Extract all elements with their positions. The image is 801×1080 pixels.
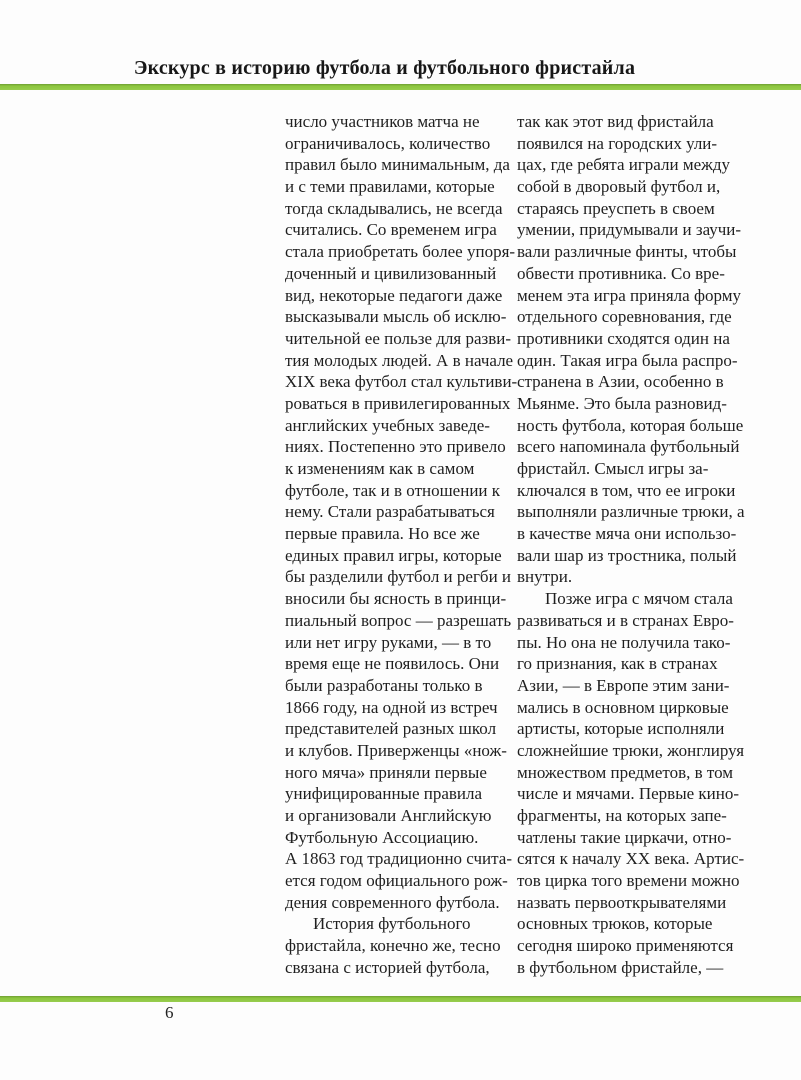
text-line: вали шар из тростника, полый <box>517 545 737 565</box>
text-line: к изменениям как в самом <box>285 459 475 478</box>
text-line: Мьянме. Это была разновид- <box>517 393 727 413</box>
text-line: Позже игра с мячом стала <box>545 589 733 609</box>
text-line: появился на городских ули- <box>517 133 718 153</box>
text-line: время еще не появилось. Они <box>285 654 500 674</box>
text-line: так как этот вид фристайла <box>517 112 714 131</box>
text-column-left <box>285 111 518 979</box>
text-line: связана с историей футбола, <box>285 957 490 977</box>
text-line: фристайла, конечно же, тесно <box>285 936 501 956</box>
text-line: фристайл. Смысл игры за- <box>517 459 709 478</box>
text-line: футболе, так и в отношении к <box>285 480 501 500</box>
chapter-title: Экскурс в историю футбола и футбольного фристайла <box>133 57 636 79</box>
text-line: ного мяча» приняли первые <box>285 762 487 782</box>
text-line: единых правил игры, которые <box>285 545 502 565</box>
text-line: чительной ее пользе для разви- <box>285 328 512 348</box>
text-line: чатлены такие циркачи, отно- <box>517 827 732 847</box>
text-line: вид, некоторые педагоги даже <box>285 285 503 305</box>
text-line: стала приобретать более упоря- <box>285 242 516 262</box>
text-line: в футбольном фристайле, — <box>517 957 724 977</box>
text-line: представителей разных школ <box>285 719 497 739</box>
text-line: числе и мячами. Первые кино- <box>517 784 740 804</box>
text-line: XIX века футбол стал культиви- <box>285 372 518 392</box>
text-line: Футбольную Ассоциацию. <box>285 827 479 847</box>
text-line: роваться в привилегированных <box>285 393 511 413</box>
text-line: первые правила. Но все же <box>285 524 480 544</box>
text-line: умении, придумывали и заучи- <box>517 220 742 240</box>
text-line: и организовали Английскую <box>285 806 492 825</box>
text-line: считались. Со временем игра <box>285 220 497 240</box>
text-line: сегодня широко применяются <box>517 936 734 956</box>
text-line: Азии, — в Европе этим зани- <box>517 675 730 695</box>
text-line: го признания, как в странах <box>517 654 718 674</box>
text-line: и с теми правилами, которые <box>285 177 495 197</box>
text-line: тогда складывались, не всегда <box>285 198 503 218</box>
text-line: доченный и цивилизованный <box>285 263 497 283</box>
text-line: выполняли различные трюки, а <box>517 502 745 522</box>
text-line: артисты, которые исполняли <box>517 719 725 739</box>
text-line: ключался в том, что ее игроки <box>517 480 736 500</box>
text-line: сложнейшие трюки, жонглируя <box>517 740 745 760</box>
text-line: ется годом официального рож- <box>285 871 508 891</box>
text-line: ниях. Постепенно это привело <box>285 437 506 457</box>
text-line: обвести противника. Со вре- <box>517 263 725 283</box>
text-line: тия молодых людей. А в начале <box>285 350 514 370</box>
text-line: сятся к началу XX века. Артис- <box>517 849 745 869</box>
page-number: 6 <box>165 1003 174 1022</box>
text-line: противники сходятся один на <box>517 328 730 348</box>
text-line: мались в основном цирковые <box>517 697 729 717</box>
text-column-right <box>517 111 745 979</box>
text-line: История футбольного <box>313 914 471 934</box>
text-line: цах, где ребята играли между <box>517 155 731 175</box>
text-line: вносили бы ясность в принци- <box>285 589 507 609</box>
text-line: назвать первооткрывателями <box>517 892 727 912</box>
text-line: бы разделили футбол и регби и <box>285 567 512 587</box>
text-line: вали различные финты, чтобы <box>517 242 737 262</box>
text-line: унифицированные правила <box>285 784 483 804</box>
text-line: ограничивалось, количество <box>285 133 491 153</box>
text-line: высказывали мысль об исклю- <box>285 307 507 327</box>
text-line: внутри. <box>517 567 573 587</box>
text-line: основных трюков, которые <box>517 914 713 934</box>
text-line: английских учебных заведе- <box>285 415 490 435</box>
text-line: всего напоминала футбольный <box>517 437 740 457</box>
text-line: были разработаны только в <box>285 675 483 695</box>
text-line: ность футбола, которая больше <box>517 415 744 435</box>
text-line: тов цирка того времени можно <box>517 871 740 891</box>
text-line: 1866 году, на одной из встреч <box>285 697 498 717</box>
text-line: число участников матча не <box>285 112 480 131</box>
text-line: в качестве мяча они использо- <box>517 524 737 544</box>
text-line: правил было минимальным, да <box>285 155 510 175</box>
text-line: собой в дворовый футбол и, <box>517 177 721 197</box>
text-line: фрагменты, на которых запе- <box>517 806 727 825</box>
text-line: и клубов. Приверженцы «нож- <box>285 740 507 760</box>
text-line: множеством предметов, в том <box>517 762 734 782</box>
text-line: стараясь преуспеть в своем <box>517 198 715 218</box>
text-line: один. Такая игра была распро- <box>517 350 738 370</box>
text-line: дения современного футбола. <box>285 892 500 912</box>
text-line: менем эта игра приняла форму <box>517 285 741 305</box>
header-divider-rule <box>0 84 801 90</box>
footer-divider-rule <box>0 996 801 1002</box>
text-line: странена в Азии, особенно в <box>517 372 724 392</box>
text-line: развиваться и в странах Евро- <box>517 610 734 630</box>
text-line: отдельного соревнования, где <box>517 307 732 327</box>
text-line: А 1863 год традиционно счита- <box>285 849 513 869</box>
text-line: нему. Стали разрабатываться <box>285 502 495 522</box>
text-line: или нет игру руками, — в то <box>285 632 492 652</box>
text-line: пиальный вопрос — разрешать <box>285 610 512 630</box>
text-line: пы. Но она не получила тако- <box>517 632 731 652</box>
